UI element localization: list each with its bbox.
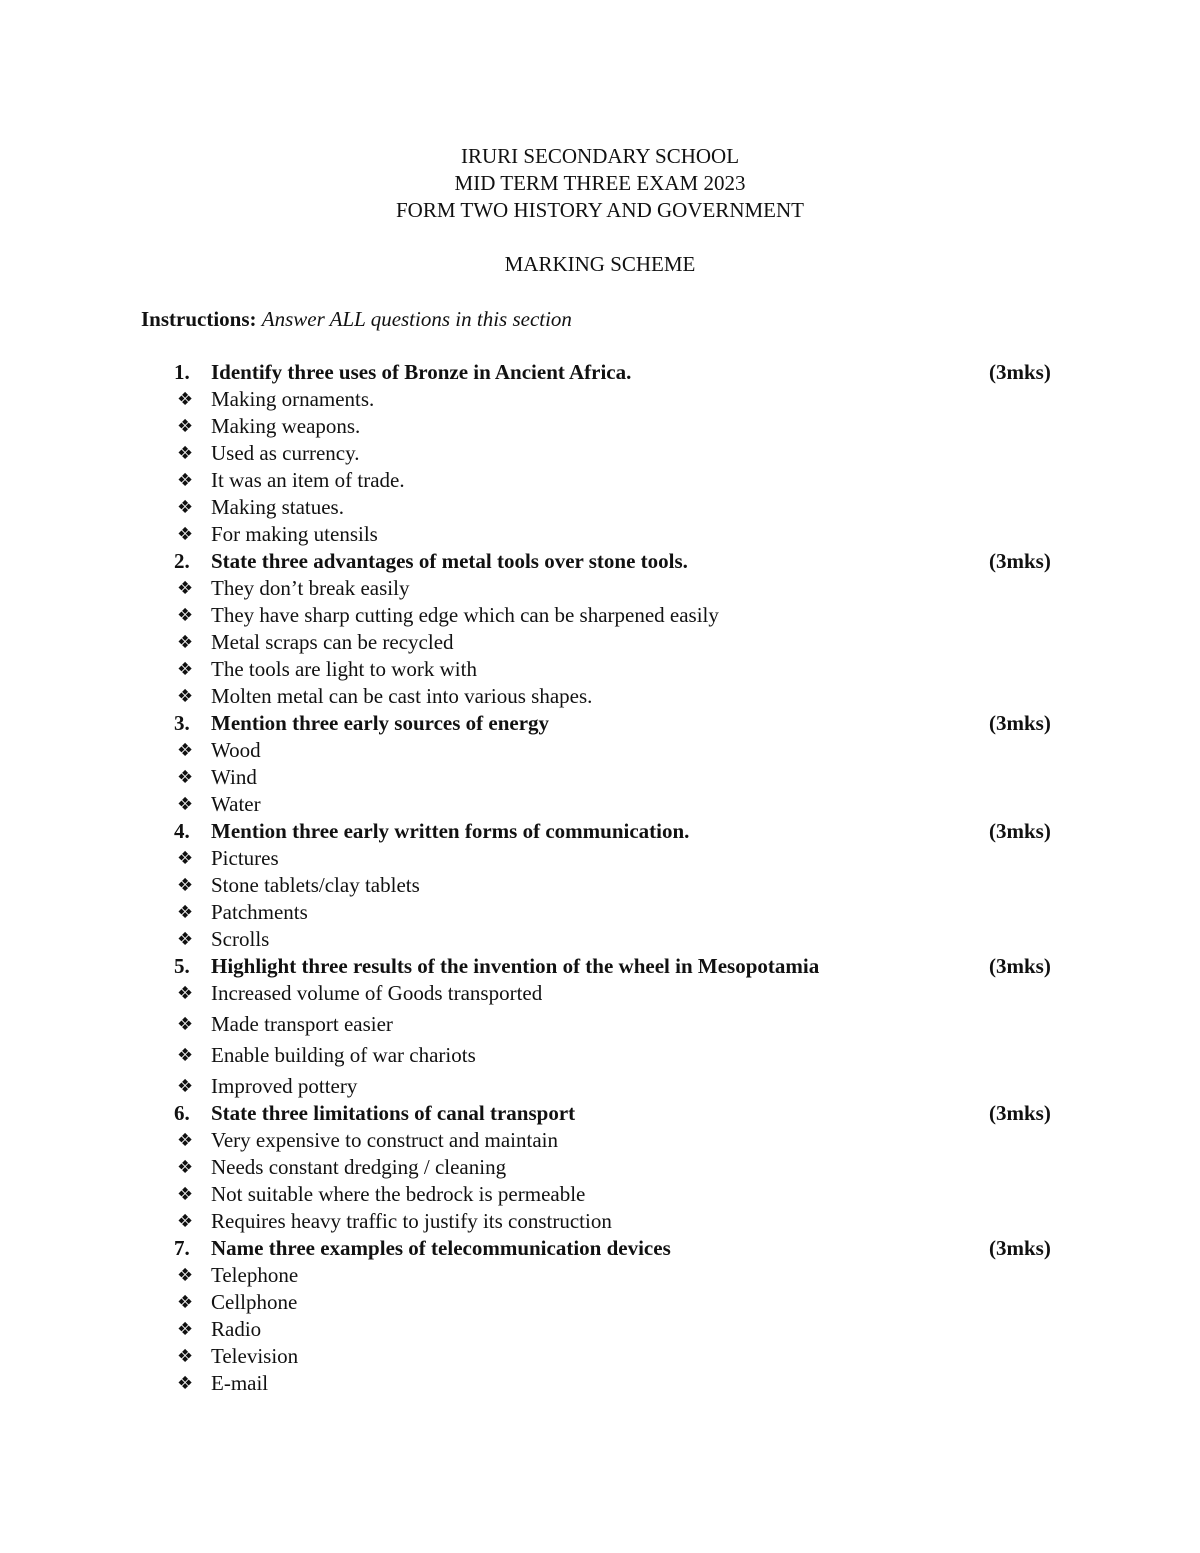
answer-item: [0, 1073, 1200, 1100]
answer-item: [0, 521, 1200, 548]
answer-text: Water: [211, 792, 261, 816]
answer-item: [0, 1181, 1200, 1208]
bullet-icon: ❖: [177, 1184, 194, 1205]
question-row: [0, 548, 1200, 575]
answer-item: [0, 1343, 1200, 1370]
bullet-icon: ❖: [177, 1373, 194, 1394]
bullet-icon: ❖: [177, 848, 194, 869]
question-number: 3.: [174, 711, 190, 735]
bullet-icon: ❖: [177, 1319, 194, 1340]
answer-item: [0, 1370, 1200, 1397]
answer-text: Radio: [211, 1317, 262, 1341]
bullet-icon: ❖: [177, 470, 194, 491]
answer-item: [0, 629, 1200, 656]
answer-item: [0, 1262, 1200, 1289]
bullet-icon: ❖: [177, 1292, 194, 1313]
answer-text: Increased volume of Goods transported: [211, 981, 543, 1005]
question-row: [0, 1235, 1200, 1262]
answer-text: It was an item of trade.: [211, 468, 405, 492]
question-number: 1.: [174, 360, 190, 384]
question-row: [0, 818, 1200, 845]
question-text: State three advantages of metal tools over stone tools.: [211, 549, 688, 573]
answer-text: The tools are light to work with: [211, 657, 477, 681]
answer-text: Enable building of war chariots: [211, 1043, 476, 1067]
bullet-icon: ❖: [177, 1346, 194, 1367]
question-marks: (3mks): [989, 711, 1051, 735]
bullet-icon: ❖: [177, 632, 194, 653]
bullet-icon: ❖: [177, 416, 194, 437]
answer-text: Not suitable where the bedrock is permeable: [211, 1182, 586, 1206]
bullet-icon: ❖: [177, 389, 194, 410]
bullet-icon: ❖: [177, 902, 194, 923]
school-name: IRURI SECONDARY SCHOOL: [460, 144, 740, 168]
answer-item: [0, 791, 1200, 818]
bullet-icon: ❖: [177, 1211, 194, 1232]
question-marks: (3mks): [989, 360, 1051, 384]
bullet-icon: ❖: [177, 767, 194, 788]
answer-text: Molten metal can be cast into various shapes.: [211, 684, 593, 708]
question-text: Mention three early sources of energy: [211, 711, 550, 735]
answer-item: [0, 845, 1200, 872]
question-number: 6.: [174, 1101, 190, 1125]
question-marks: (3mks): [989, 954, 1051, 978]
bullet-icon: ❖: [177, 1265, 194, 1286]
answer-text: Wind: [211, 765, 257, 789]
answer-text: Pictures: [211, 846, 279, 870]
instructions: [141, 306, 572, 333]
answer-item: [0, 980, 1200, 1011]
question-row: [0, 953, 1200, 980]
answer-text: Telephone: [211, 1263, 299, 1287]
bullet-icon: ❖: [177, 794, 194, 815]
bullet-icon: ❖: [177, 497, 194, 518]
bullet-icon: ❖: [177, 686, 194, 707]
answer-item: [0, 764, 1200, 791]
bullet-icon: ❖: [177, 1045, 194, 1066]
question-text: Mention three early written forms of communication.: [211, 819, 690, 843]
answer-text: Made transport easier: [211, 1012, 393, 1036]
answer-text: E-mail: [211, 1371, 269, 1395]
answer-item: [0, 737, 1200, 764]
answer-item: [0, 656, 1200, 683]
answer-text: Television: [211, 1344, 299, 1368]
question-row: [0, 359, 1200, 386]
answer-text: Used as currency.: [211, 441, 360, 465]
question-marks: (3mks): [989, 1236, 1051, 1260]
bullet-icon: ❖: [177, 929, 194, 950]
answer-text: Making weapons.: [211, 414, 361, 438]
answer-text: Stone tablets/clay tablets: [211, 873, 420, 897]
answer-item: [0, 1127, 1200, 1154]
answer-text: Making statues.: [211, 495, 344, 519]
bullet-icon: ❖: [177, 1130, 194, 1151]
answer-text: They don’t break easily: [211, 576, 410, 600]
question-list: [0, 359, 1200, 1397]
question-text: Name three examples of telecommunication devices: [211, 1236, 671, 1260]
subject-name: FORM TWO HISTORY AND GOVERNMENT: [396, 198, 804, 222]
answer-text: Requires heavy traffic to justify its construction: [211, 1209, 612, 1233]
question-number: 2.: [174, 549, 190, 573]
bullet-icon: ❖: [177, 659, 194, 680]
question-number: 5.: [174, 954, 190, 978]
marking-scheme-title: MARKING SCHEME: [504, 252, 696, 276]
document-header: [0, 143, 1200, 224]
answer-item: [0, 1208, 1200, 1235]
question-number: 4.: [174, 819, 190, 843]
answer-text: Improved pottery: [211, 1074, 358, 1098]
answer-item: [0, 413, 1200, 440]
question-marks: (3mks): [989, 819, 1051, 843]
answer-item: [0, 467, 1200, 494]
bullet-icon: ❖: [177, 605, 194, 626]
instructions-text: Answer ALL questions in this section: [261, 307, 572, 331]
answer-text: For making utensils: [211, 522, 378, 546]
answer-item: [0, 1042, 1200, 1073]
answer-item: [0, 575, 1200, 602]
answer-item: [0, 872, 1200, 899]
question-text: Identify three uses of Bronze in Ancient Africa.: [211, 360, 632, 384]
answer-text: Very expensive to construct and maintain: [211, 1128, 558, 1152]
answer-item: [0, 440, 1200, 467]
answer-item: [0, 1154, 1200, 1181]
bullet-icon: ❖: [177, 1014, 194, 1035]
answer-item: [0, 926, 1200, 953]
exam-name: MID TERM THREE EXAM 2023: [454, 171, 746, 195]
question-text: State three limitations of canal transport: [211, 1101, 576, 1125]
answer-text: Needs constant dredging / cleaning: [211, 1155, 507, 1179]
instructions-label: Instructions:: [141, 307, 257, 331]
question-marks: (3mks): [989, 1101, 1051, 1125]
bullet-icon: ❖: [177, 443, 194, 464]
answer-item: [0, 494, 1200, 521]
answer-item: [0, 602, 1200, 629]
answer-text: Patchments: [211, 900, 308, 924]
answer-text: Scrolls: [211, 927, 270, 951]
answer-text: They have sharp cutting edge which can be sharpened easily: [211, 603, 719, 627]
bullet-icon: ❖: [177, 524, 194, 545]
answer-text: Metal scraps can be recycled: [211, 630, 454, 654]
question-row: [0, 1100, 1200, 1127]
answer-item: [0, 683, 1200, 710]
question-text: Highlight three results of the invention of the wheel in Mesopotamia: [211, 954, 820, 978]
answer-text: Wood: [211, 738, 261, 762]
bullet-icon: ❖: [177, 578, 194, 599]
answer-item: [0, 1289, 1200, 1316]
answer-text: Cellphone: [211, 1290, 298, 1314]
answer-item: [0, 386, 1200, 413]
question-row: [0, 710, 1200, 737]
bullet-icon: ❖: [177, 875, 194, 896]
answer-item: [0, 1316, 1200, 1343]
question-marks: (3mks): [989, 549, 1051, 573]
bullet-icon: ❖: [177, 740, 194, 761]
answer-item: [0, 899, 1200, 926]
bullet-icon: ❖: [177, 1157, 194, 1178]
bullet-icon: ❖: [177, 1076, 194, 1097]
question-number: 7.: [174, 1236, 190, 1260]
answer-text: Making ornaments.: [211, 387, 375, 411]
bullet-icon: ❖: [177, 983, 194, 1004]
answer-item: [0, 1011, 1200, 1042]
